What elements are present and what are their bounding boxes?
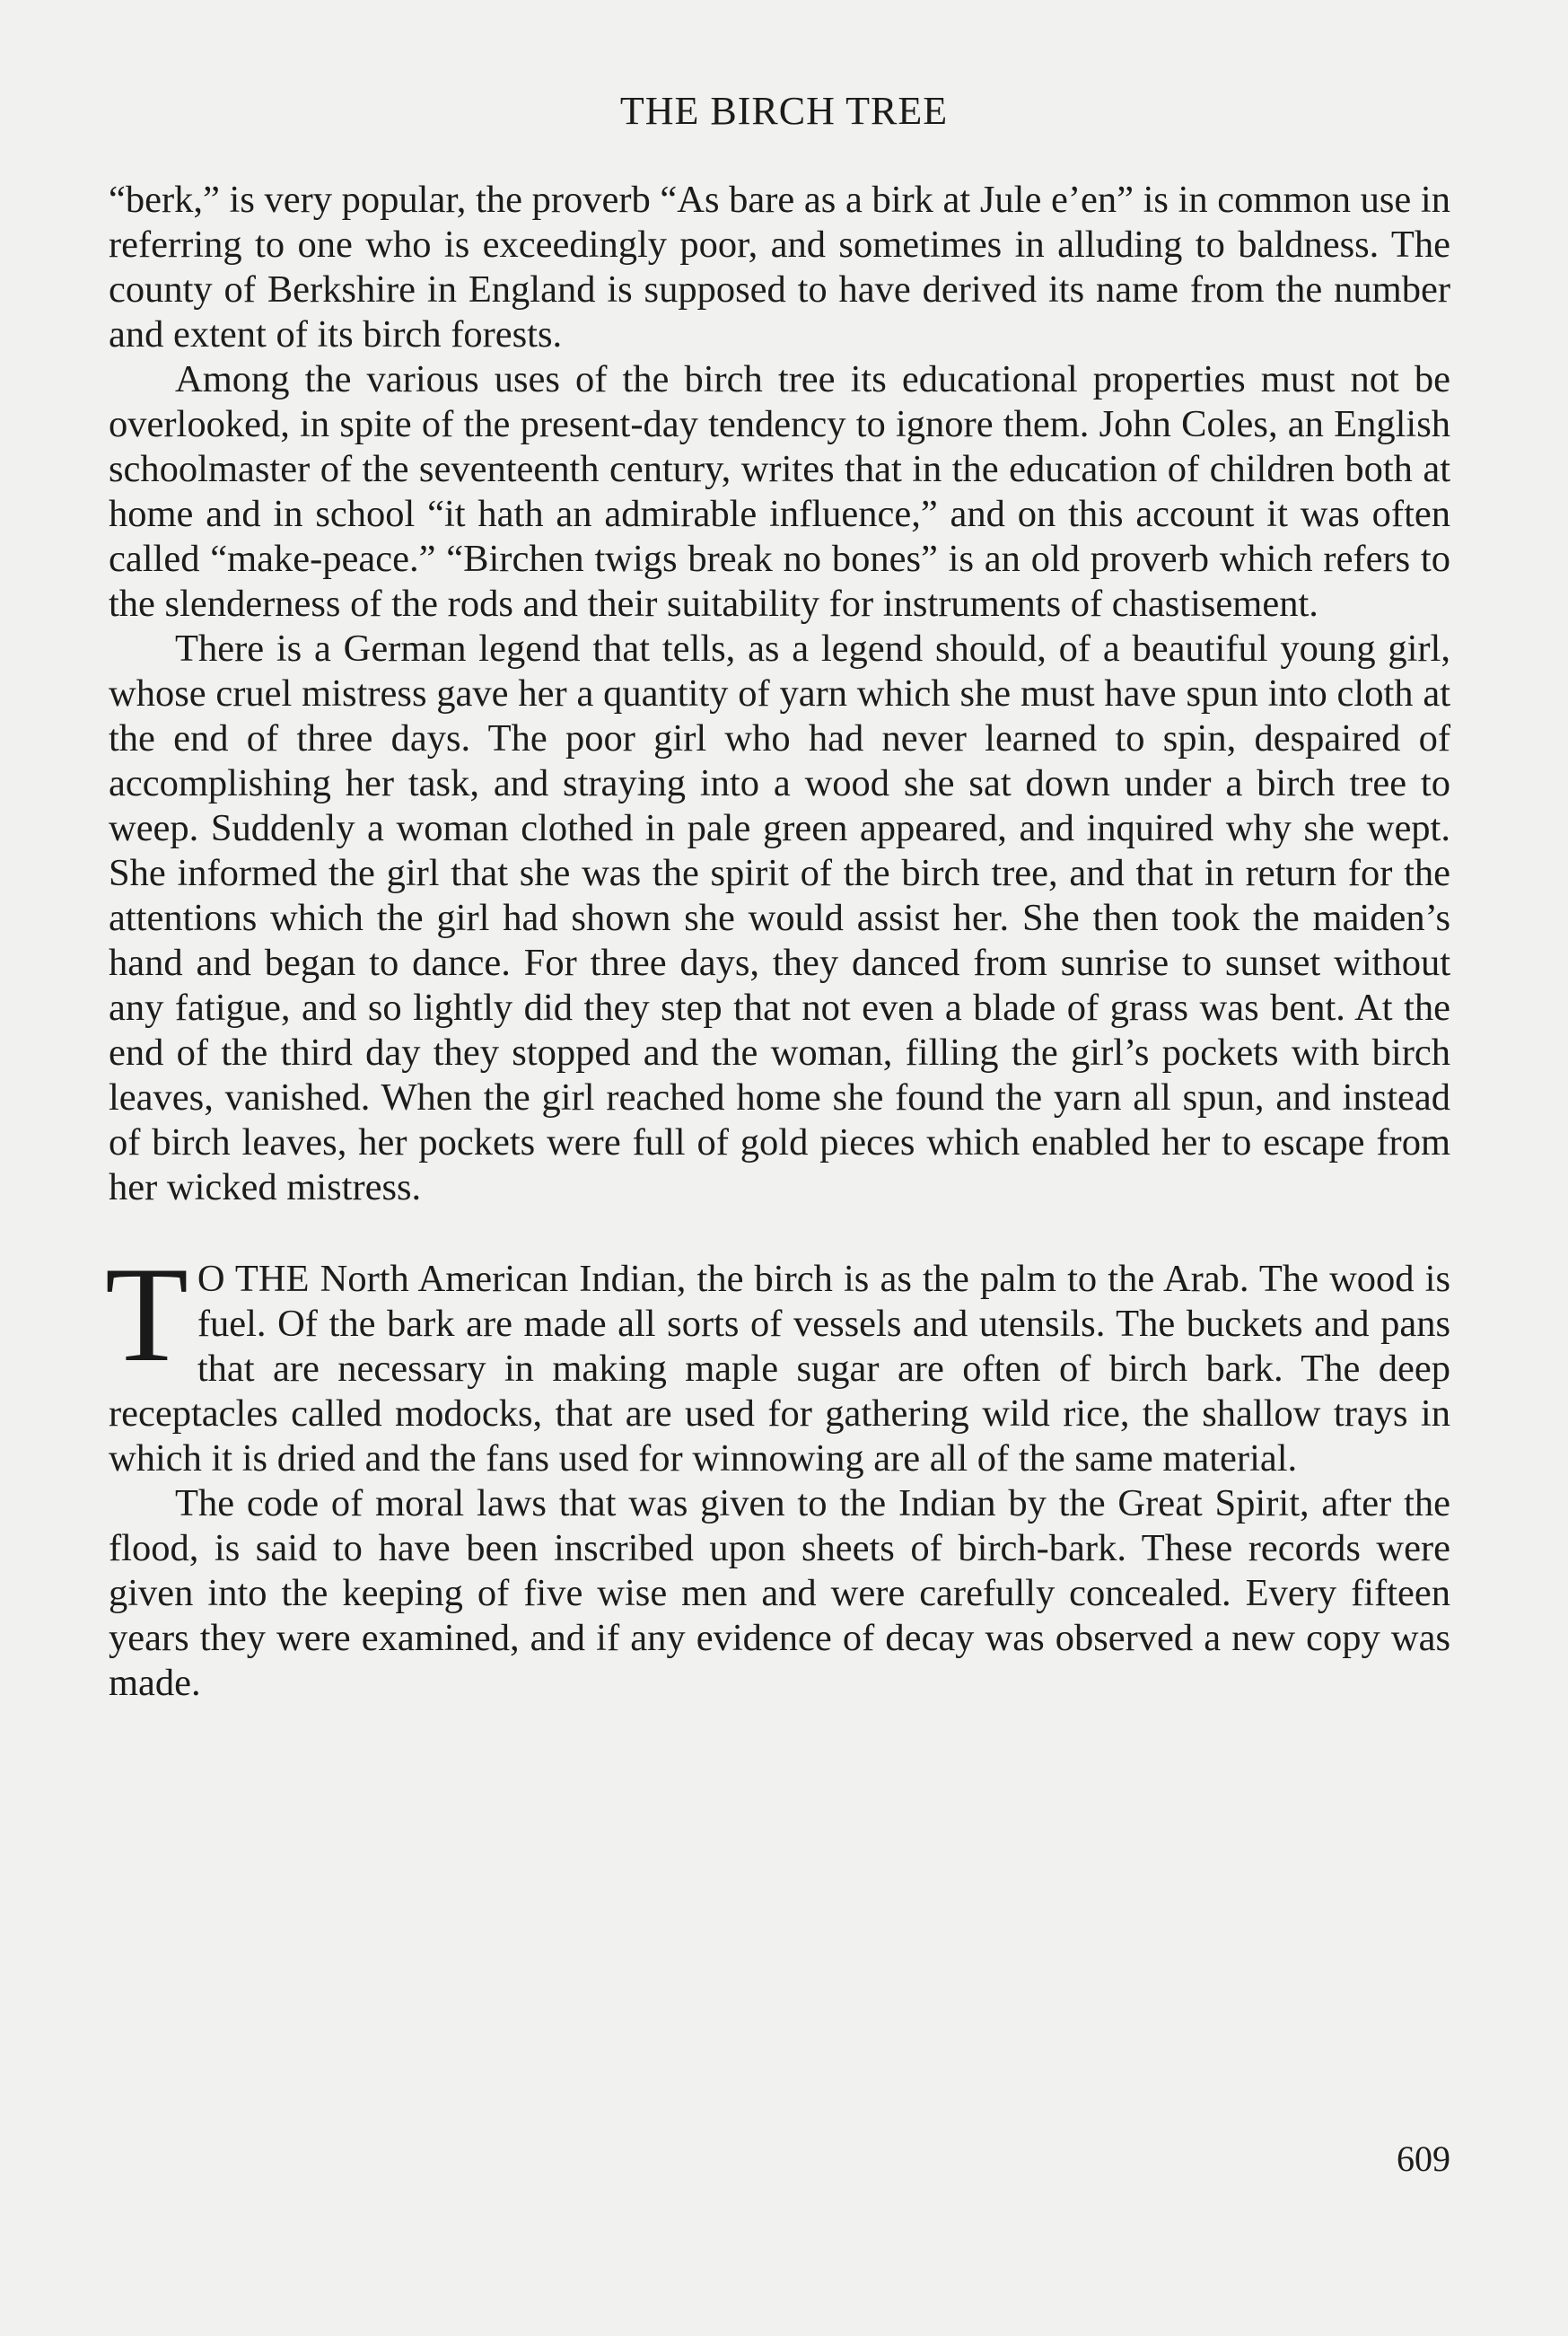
paragraph-moral-laws: The code of moral laws that was given to the Indian by the Great Spirit, after the flood, is said to have been inscribed upon sheets of birch-bark. These records were given into the keeping of five wise men and were carefully concealed. Every fifteen years they were examined, and if any evidence of decay was observed a new copy was made. xyxy=(109,1482,1450,1704)
paragraph-continued: “berk,” is very popular, the proverb “As bare as a birk at Jule e’en” is in common use in referring to one who is exceedingly poor, and sometimes in alluding to baldness. The county of Berkshire in England is supposed to have derived its name from the number and extent of its birch forests. xyxy=(109,179,1450,356)
paragraph-north-american-indian xyxy=(105,1239,1450,1481)
body-text xyxy=(105,178,1450,1706)
running-header: THE BIRCH TREE xyxy=(619,89,949,133)
section-first-paragraph-text: North American Indian, the birch is as the palm to the Arab. The wood is fuel. Of the bark are made all sorts of vessels and utensils. The buckets and pans that are necessary in making maple sugar are often of birch bark. The deep receptacles called modocks, that are used for gathering wild rice, the shallow trays in which it is dried and the fans used for winnowing are all of the same material. xyxy=(109,1258,1450,1480)
drop-cap: T xyxy=(105,1239,188,1390)
paragraph-german-legend: There is a German legend that tells, as a legend should, of a beautiful young girl, whose cruel mistress gave her a quantity of yarn which she must have spun into cloth at the end of three days. The poor girl who had never learned to spin, despaired of accomplishing her task, and straying into a wood she sat down under a birch tree to weep. Suddenly a woman clothed in pale green appeared, and inquired why she wept. She informed the girl that she was the spirit of the birch tree, and that in return for the attentions which the girl had shown she would assist her. She then took the maiden’s hand and began to dance. For three days, they danced from sunrise to sunset without any fatigue, and so lightly did they step that not even a blade of grass was bent. At the end of the third day they stopped and the woman, filling the girl’s pockets with birch leaves, vanished. When the girl reached home she found the yarn all spun, and instead of birch leaves, her pockets were full of gold pieces which enabled her to escape from her wicked mistress. xyxy=(109,628,1450,1208)
section-lead-words: O THE xyxy=(197,1258,310,1300)
paragraph-educational-uses: Among the various uses of the birch tree its educational properties must not be overlooked, in spite of the present-day tendency to ignore them. John Coles, an English schoolmaster of the seventeenth century, writes that in the education of children both at home and in school “it hath an admirable influence,” and on this account it was often called “make-peace.” “Birchen twigs break no bones” is an old proverb which refers to the slenderness of the rods and their suitability for instruments of chastisement. xyxy=(109,358,1450,625)
page-number: 609 xyxy=(1397,2138,1450,2179)
